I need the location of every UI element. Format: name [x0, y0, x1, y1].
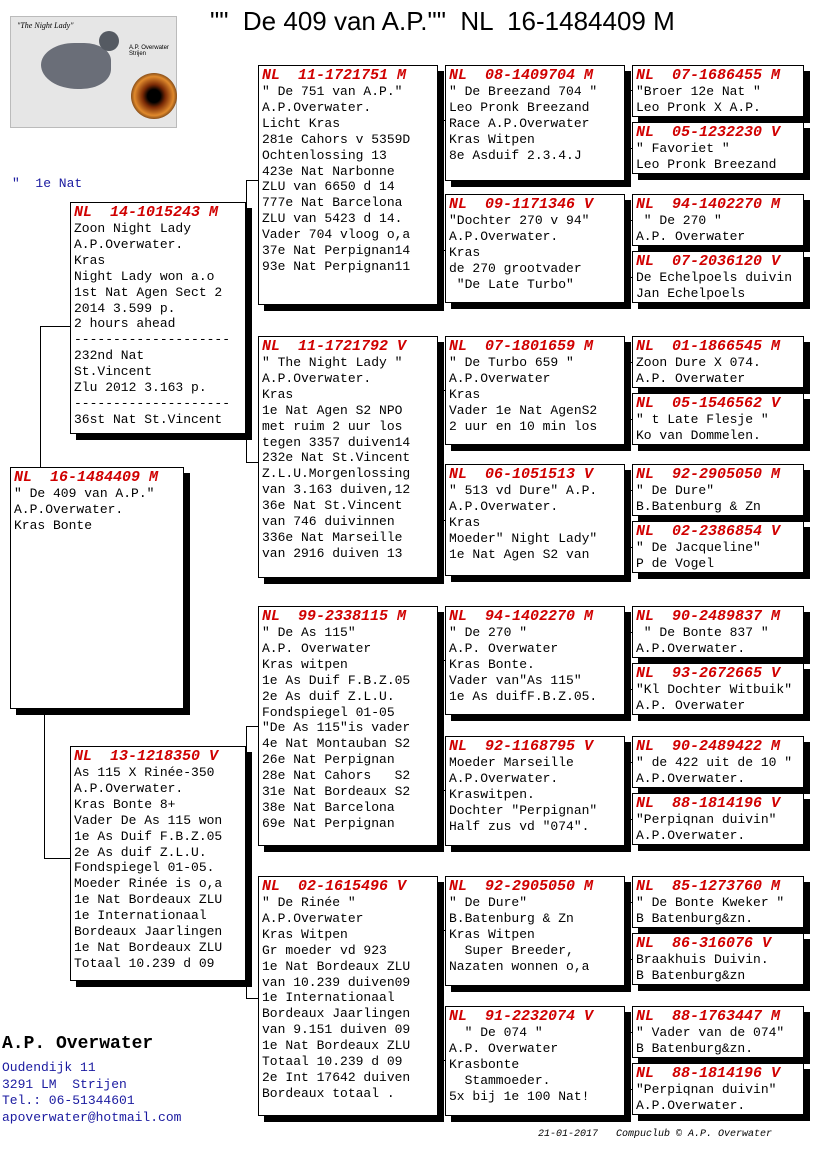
pigeon-info-line: Bordeaux Jaarlingen	[262, 1006, 411, 1022]
pigeon-info-line: 36e Nat St.Vincent	[262, 498, 403, 514]
ring-number: NL 92-1168795 V	[449, 738, 594, 755]
pigeon-info-line: 1e Nat Bordeaux ZLU	[74, 892, 223, 908]
pigeon-info-line: A.P. Overwater	[262, 640, 372, 656]
pigeon-info-line: Fondspiegel 01-05.	[74, 860, 215, 876]
pigeon-info-line: A.P.Overwater.	[74, 780, 184, 796]
connector-line	[625, 220, 626, 277]
pigeon-info-line: " De 409 van A.P."	[14, 486, 155, 501]
pigeon-info-line: van 746 duivinnen	[262, 514, 395, 530]
pigeon-info-line: 1e Nat Bordeaux ZLU	[262, 1038, 411, 1054]
pigeon-info-line: Ochtenlossing 13	[262, 147, 387, 163]
pigeon-info-line: " Favoriet "	[636, 141, 730, 156]
pigeon-info-line: 2e Int 17642 duiven	[262, 1069, 411, 1085]
pigeon-info-line: 2e As duif Z.L.U.	[74, 844, 207, 860]
pigeon-info-line: A.P.Overwater.	[636, 640, 746, 656]
pigeon-info-line: 1e As Duif F.B.Z.05	[74, 828, 223, 844]
pigeon-info-line: 1st Nat Agen Sect 2	[74, 284, 223, 300]
pigeon-photo	[10, 16, 177, 128]
pigeon-info-line: Nazaten wonnen o,a	[449, 958, 590, 974]
pigeon-info-line: " De Dure"	[449, 895, 528, 910]
pigeon-info-line: 232e Nat St.Vincent	[262, 450, 411, 466]
pigeon-card-g9[interactable]	[632, 606, 804, 658]
connector-line	[625, 362, 632, 363]
pigeon-info-line: Stammoeder.	[449, 1072, 551, 1088]
pigeon-info-line: A.P.Overwater.	[74, 236, 184, 252]
pigeon-info-line: Bordeaux Jaarlingen	[74, 924, 223, 940]
ring-number: NL 86-316076 V	[636, 935, 772, 952]
pigeon-eye	[131, 73, 177, 119]
pigeon-info-line: 1e Nat Agen S2 van	[449, 546, 590, 562]
first-nat-note: " 1e Nat	[12, 176, 83, 191]
pigeon-info-line: " De Breezand 704 "	[449, 84, 598, 99]
pigeon-info-line: B Batenburg&zn.	[636, 1040, 754, 1056]
pigeon-info-line: 2 hours ahead	[74, 316, 176, 332]
pigeon-info-line: 1e Internationaal	[262, 990, 395, 1006]
connector-line	[438, 390, 445, 391]
pigeon-card-g2[interactable]	[632, 122, 804, 174]
pigeon-card-g14[interactable]	[632, 933, 804, 985]
pigeon-info-line: Vader De As 115 won	[74, 812, 223, 828]
pigeon-card-fmm[interactable]	[445, 464, 625, 576]
connector-line	[625, 90, 632, 91]
pigeon-card-fff[interactable]	[445, 65, 625, 181]
pigeon-card-g6[interactable]	[632, 393, 804, 445]
connector-line	[625, 1032, 632, 1033]
pigeon-info-line: Race A.P.Overwater	[449, 115, 590, 131]
pigeon-info-line: Jan Echelpoels	[636, 285, 746, 301]
pigeon-info-line: Krasbonte	[449, 1056, 520, 1072]
pigeon-info-line: A.P.Overwater.	[636, 827, 746, 843]
pigeon-info-line: Kras	[449, 386, 481, 402]
pigeon-info-line: " De Bonte Kweker "	[636, 895, 785, 910]
owner-phone[interactable]: Tel.: 06-51344601	[2, 1093, 135, 1108]
ring-number: NL 07-1801659 M	[449, 338, 594, 355]
ring-number: NL 88-1763447 M	[636, 1008, 781, 1025]
connector-line	[625, 632, 632, 633]
connector-line	[625, 547, 632, 548]
pigeon-info-line: "De As 115"is vader	[262, 720, 411, 736]
pigeon-card-g15[interactable]	[632, 1006, 804, 1058]
connector-line	[625, 689, 632, 690]
pigeon-info-line: de 270 grootvader	[449, 260, 582, 276]
pigeon-card-mm[interactable]	[258, 876, 438, 1116]
pigeon-info-line: van 10.239 duiven09	[262, 974, 411, 990]
pigeon-info-line: "Kl Dochter Witbuik"	[636, 682, 793, 697]
pigeon-card-g7[interactable]	[632, 464, 804, 516]
ring-number: NL 02-1615496 V	[262, 878, 407, 895]
pigeon-info-line: Kras	[449, 244, 481, 260]
pigeon-info-line: 336e Nat Marseille	[262, 529, 403, 545]
ring-number: NL 85-1273760 M	[636, 878, 781, 895]
connector-line	[438, 520, 445, 521]
connector-line	[625, 762, 632, 763]
pigeon-info-line: Kras Bonte 8+	[74, 796, 176, 812]
pigeon-info-line: Kras Bonte.	[449, 656, 535, 672]
pigeon-info-line: "De Late Turbo"	[449, 276, 574, 292]
pigeon-card-subject[interactable]	[10, 467, 184, 709]
pigeon-info-line: Kras	[262, 386, 294, 402]
connector-line	[438, 250, 445, 251]
pigeon-info-line: Zoon Dure X 074.	[636, 355, 761, 370]
pigeon-info-line: " De 074 "	[449, 1025, 543, 1040]
ring-number: NL 92-2905050 M	[449, 878, 594, 895]
pigeon-info-line: "Perpiqnan duivin"	[636, 1082, 777, 1097]
connector-line	[40, 326, 70, 327]
pigeon-info-line: A.P. Overwater	[636, 370, 746, 386]
pigeon-card-g8[interactable]	[632, 521, 804, 573]
pigeon-info-line: 1e As duifF.B.Z.05.	[449, 688, 598, 704]
owner-name: A.P. Overwater	[2, 1034, 154, 1054]
connector-line	[438, 660, 445, 661]
pedigree-title: "" De 409 van A.P."" NL 16-1484409 M	[210, 6, 675, 36]
pigeon-info-line: Kras	[74, 252, 106, 268]
pigeon-info-line: tegen 3357 duiven14	[262, 434, 411, 450]
connector-line	[625, 902, 626, 959]
pigeon-info-line: Night Lady won a.o	[74, 268, 215, 284]
pigeon-card-g16[interactable]	[632, 1063, 804, 1115]
pigeon-info-line: Kras Witpen	[262, 926, 348, 942]
pigeon-info-line: Kras witpen	[262, 656, 348, 672]
pigeon-info-line: " Vader van de 074"	[636, 1025, 785, 1040]
pigeon-info-line: 69e Nat Perpignan	[262, 815, 395, 831]
pigeon-info-line: Vader 704 vloog o,a	[262, 227, 411, 243]
pigeon-info-line: ZLU van 6650 d 14	[262, 179, 395, 195]
pigeon-info-line: " De Rinée "	[262, 895, 356, 910]
pigeon-info-line: van 2916 duiven 13	[262, 545, 403, 561]
pigeon-info-line: " De Turbo 659 "	[449, 355, 574, 370]
pigeon-info-line: Fondspiegel 01-05	[262, 704, 395, 720]
pigeon-info-line: met ruim 2 uur los	[262, 418, 403, 434]
pigeon-info-line: A.P.Overwater.	[14, 501, 124, 517]
pigeon-info-line: Vader 1e Nat AgenS2	[449, 402, 598, 418]
pigeon-info-line: Totaal 10.239 d 09	[74, 955, 215, 971]
pigeon-card-ffm[interactable]	[445, 194, 625, 303]
connector-line	[438, 790, 445, 791]
pigeon-info-line: Vader van"As 115"	[449, 672, 582, 688]
pigeon-info-line: B Batenburg&zn.	[636, 910, 754, 926]
ring-number: NL 91-2232074 V	[449, 1008, 594, 1025]
connector-line	[625, 362, 626, 419]
connector-line	[246, 998, 258, 999]
pigeon-info-line: Moeder Rinée is o,a	[74, 876, 223, 892]
pigeon-info-line: A.P. Overwater	[449, 1040, 559, 1056]
pigeon-info-line: 777e Nat Barcelona	[262, 195, 403, 211]
pigeon-info-line: 1e As Duif F.B.Z.05	[262, 672, 411, 688]
ring-number: NL 06-1051513 V	[449, 466, 594, 483]
connector-line	[625, 632, 626, 689]
connector-line	[246, 726, 247, 858]
pigeon-card-g4[interactable]	[632, 251, 804, 303]
ring-number: NL 09-1171346 V	[449, 196, 594, 213]
connector-line	[438, 120, 445, 121]
connector-line	[625, 902, 632, 903]
ring-number: NL 01-1866545 M	[636, 338, 781, 355]
pigeon-info-line: A.P. Overwater	[636, 228, 746, 244]
connector-line	[246, 726, 258, 727]
pigeon-info-line: Totaal 10.239 d 09	[262, 1054, 403, 1070]
pigeon-info-line: 2e As duif Z.L.U.	[262, 688, 395, 704]
pigeon-info-line: " De Jacqueline"	[636, 540, 761, 555]
pigeon-card-g13[interactable]	[632, 876, 804, 928]
pigeon-card-fmf[interactable]	[445, 336, 625, 445]
pigeon-info-line: Kras Witpen	[449, 926, 535, 942]
pigeon-info-line: "Dochter 270 v 94"	[449, 213, 590, 228]
pigeon-info-line: --------------------	[74, 396, 231, 412]
pigeon-info-line: B Batenburg&zn	[636, 967, 746, 983]
pigeon-card-mmf[interactable]	[445, 876, 625, 986]
pigeon-info-line: Leo Pronk Breezand	[449, 99, 590, 115]
connector-line	[625, 1032, 626, 1089]
pigeon-info-line: " De As 115"	[262, 625, 356, 640]
connector-line	[625, 819, 632, 820]
pigeon-info-line: A.P.Overwater.	[449, 770, 559, 786]
pigeon-info-line: Bordeaux totaal .	[262, 1085, 395, 1101]
connector-line	[625, 419, 632, 420]
pigeon-info-line: 38e Nat Barcelona	[262, 799, 395, 815]
pigeon-info-line: Leo Pronk Breezand	[636, 156, 777, 172]
ring-number: NL 94-1402270 M	[636, 196, 781, 213]
pigeon-card-m[interactable]	[70, 746, 246, 981]
pigeon-info-line: A.P.Overwater.	[636, 770, 746, 786]
footer-credit: 21-01-2017 Compuclub © A.P. Overwater	[538, 1129, 773, 1140]
pigeon-info-line: van 3.163 duiven,12	[262, 482, 411, 498]
pigeon-info-line: 8e Asduif 2.3.4.J	[449, 147, 582, 163]
pigeon-card-g12[interactable]	[632, 793, 804, 845]
pigeon-info-line: B.Batenburg & Zn	[636, 498, 761, 514]
pigeon-info-line: As 115 X Rinée-350	[74, 765, 215, 780]
connector-line	[625, 90, 626, 148]
pigeon-body	[41, 43, 111, 89]
pigeon-card-f[interactable]	[70, 202, 246, 434]
pigeon-info-line: 28e Nat Cahors S2	[262, 768, 411, 784]
ring-number: NL 05-1546562 V	[636, 395, 781, 412]
ring-number: NL 07-2036120 V	[636, 253, 781, 270]
pigeon-info-line: 281e Cahors v 5359D	[262, 131, 411, 147]
pigeon-info-line: van 9.151 duiven 09	[262, 1022, 411, 1038]
pigeon-card-ff[interactable]	[258, 65, 438, 305]
pigeon-info-line: A.P.Overwater.	[262, 370, 372, 386]
pigeon-info-line: 1e Internationaal	[74, 908, 207, 924]
connector-line	[40, 326, 41, 467]
connector-line	[625, 277, 632, 278]
ring-number: NL 90-2489422 M	[636, 738, 781, 755]
connector-line	[246, 180, 258, 181]
pigeon-info-line: Moeder" Night Lady"	[449, 530, 598, 546]
pigeon-info-line: " 513 vd Dure" A.P.	[449, 483, 598, 498]
ring-number: NL 99-2338115 M	[262, 608, 407, 625]
connector-line	[246, 858, 247, 998]
pigeon-info-line: --------------------	[74, 332, 231, 348]
pigeon-info-line: 2 uur en 10 min los	[449, 418, 598, 434]
pigeon-info-line: B.Batenburg & Zn	[449, 910, 574, 926]
owner-address	[2, 1060, 181, 1126]
pigeon-info-line: Super Breeder,	[449, 942, 574, 958]
connector-line	[438, 930, 445, 931]
pigeon-info-line: Kraswitpen.	[449, 786, 535, 802]
pigeon-info-line: Half zus vd "074".	[449, 818, 590, 834]
connector-line	[625, 762, 626, 819]
ring-number: NL 05-1232230 V	[636, 124, 781, 141]
pigeon-info-line: A.P. Overwater	[449, 640, 559, 656]
pigeon-info-line: Moeder Marseille	[449, 755, 574, 770]
owner-city: 3291 LM Strijen	[2, 1076, 127, 1092]
pigeon-info-line: " De Bonte 837 "	[636, 625, 769, 640]
pigeon-info-line: 1e Nat Bordeaux ZLU	[74, 939, 223, 955]
owner-street: Oudendijk 11	[2, 1060, 96, 1075]
pigeon-info-line: 5x bij 1e 100 Nat!	[449, 1088, 590, 1104]
ring-number: NL 94-1402270 M	[449, 608, 594, 625]
pigeon-info-line: St.Vincent	[74, 364, 153, 380]
ring-number: NL 92-2905050 M	[636, 466, 781, 483]
pigeon-info-line: " De 270 "	[449, 625, 528, 640]
pigeon-info-line: 1e Nat Agen S2 NPO	[262, 402, 403, 418]
ring-number: NL 16-1484409 M	[14, 469, 159, 486]
connector-line	[625, 490, 632, 491]
owner-email[interactable]: apoverwater@hotmail.com	[2, 1109, 182, 1125]
pigeon-info-line: "Broer 12e Nat "	[636, 84, 761, 99]
ring-number: NL 08-1409704 M	[449, 67, 594, 84]
ring-number: NL 93-2672665 V	[636, 665, 781, 682]
pigeon-info-line: 1e Nat Bordeaux ZLU	[262, 958, 411, 974]
pigeon-info-line: Gr moeder vd 923	[262, 942, 387, 958]
connector-line	[625, 490, 626, 547]
ring-number: NL 13-1218350 V	[74, 748, 219, 765]
pigeon-info-line: 4e Nat Montauban S2	[262, 736, 411, 752]
pigeon-info-line: ZLU van 5423 d 14.	[262, 211, 403, 227]
pigeon-info-line: " De Dure"	[636, 483, 715, 498]
pigeon-head	[99, 31, 119, 51]
connector-line	[625, 220, 632, 221]
connector-line	[246, 180, 247, 322]
ring-number: NL 11-1721792 V	[262, 338, 407, 355]
pigeon-info-line: 423e Nat Narbonne	[262, 163, 395, 179]
pigeon-info-line: Kras	[449, 514, 481, 530]
pigeon-info-line: 2014 3.599 p.	[74, 300, 176, 316]
pigeon-info-line: 36st Nat St.Vincent	[74, 412, 223, 428]
connector-line	[625, 148, 632, 149]
pigeon-card-mmm[interactable]	[445, 1006, 625, 1116]
pigeon-info-line: Zlu 2012 3.163 p.	[74, 380, 207, 396]
pigeon-card-g11[interactable]	[632, 736, 804, 788]
pigeon-card-g5[interactable]	[632, 336, 804, 388]
pigeon-card-mfm[interactable]	[445, 736, 625, 846]
pigeon-info-line: Ko van Dommelen.	[636, 427, 761, 443]
connector-line	[246, 462, 258, 463]
pigeon-card-g1[interactable]	[632, 65, 804, 117]
pigeon-info-line: Licht Kras	[262, 115, 341, 131]
pigeon-info-line: " De 751 van A.P."	[262, 84, 403, 99]
pigeon-info-line: Kras Bonte	[14, 517, 93, 533]
pigeon-info-line: " t Late Flesje "	[636, 412, 769, 427]
connector-line	[625, 1089, 632, 1090]
photo-caption: "The Night Lady"	[17, 21, 74, 30]
pigeon-info-line: " De 270 "	[636, 213, 722, 228]
pigeon-info-line: " The Night Lady "	[262, 355, 403, 370]
connector-line	[438, 1060, 445, 1061]
pigeon-info-line: 26e Nat Perpignan	[262, 752, 395, 768]
pigeon-info-line: Leo Pronk X A.P.	[636, 99, 761, 115]
ring-number: NL 90-2489837 M	[636, 608, 781, 625]
pigeon-info-line: A.P.Overwater.	[449, 228, 559, 244]
pigeon-info-line: " de 422 uit de 10 "	[636, 755, 793, 770]
pigeon-info-line: Dochter "Perpignan"	[449, 802, 598, 818]
ring-number: NL 02-2386854 V	[636, 523, 781, 540]
pigeon-card-g3[interactable]	[632, 194, 804, 246]
connector-line	[44, 858, 70, 859]
pigeon-info-line: Z.L.U.Morgenlossing	[262, 466, 411, 482]
pigeon-card-mf[interactable]	[258, 606, 438, 846]
pigeon-info-line: De Echelpoels duivin	[636, 270, 793, 285]
pigeon-info-line: Braakhuis Duivin.	[636, 952, 769, 967]
ring-number: NL 88-1814196 V	[636, 1065, 781, 1082]
pigeon-info-line: A.P.Overwater	[262, 910, 364, 926]
pigeon-info-line: Zoon Night Lady	[74, 221, 192, 236]
pigeon-info-line: A.P.Overwater	[449, 370, 551, 386]
pigeon-info-line: Kras Witpen	[449, 131, 535, 147]
pigeon-card-g10[interactable]	[632, 663, 804, 715]
pigeon-info-line: A.P.Overwater.	[449, 498, 559, 514]
pigeon-info-line: 232nd Nat	[74, 348, 145, 364]
ring-number: NL 88-1814196 V	[636, 795, 781, 812]
ring-number: NL 11-1721751 M	[262, 67, 407, 84]
pigeon-card-fm[interactable]	[258, 336, 438, 578]
pigeon-info-line: "Perpiqnan duivin"	[636, 812, 777, 827]
connector-line	[625, 959, 632, 960]
pigeon-info-line: 31e Nat Bordeaux S2	[262, 784, 411, 800]
connector-line	[246, 322, 247, 462]
eye-label: A.P. Overwater Strijen	[129, 45, 169, 57]
pigeon-info-line: A.P. Overwater	[636, 697, 746, 713]
pigeon-info-line: 93e Nat Perpignan11	[262, 258, 411, 274]
ring-number: NL 07-1686455 M	[636, 67, 781, 84]
pigeon-card-mff[interactable]	[445, 606, 625, 715]
pigeon-info-line: A.P.Overwater.	[262, 99, 372, 115]
pigeon-info-line: A.P.Overwater.	[636, 1097, 746, 1113]
connector-line	[44, 709, 45, 859]
pigeon-info-line: 37e Nat Perpignan14	[262, 243, 411, 259]
pigeon-info-line: P de Vogel	[636, 555, 715, 571]
ring-number: NL 14-1015243 M	[74, 204, 219, 221]
